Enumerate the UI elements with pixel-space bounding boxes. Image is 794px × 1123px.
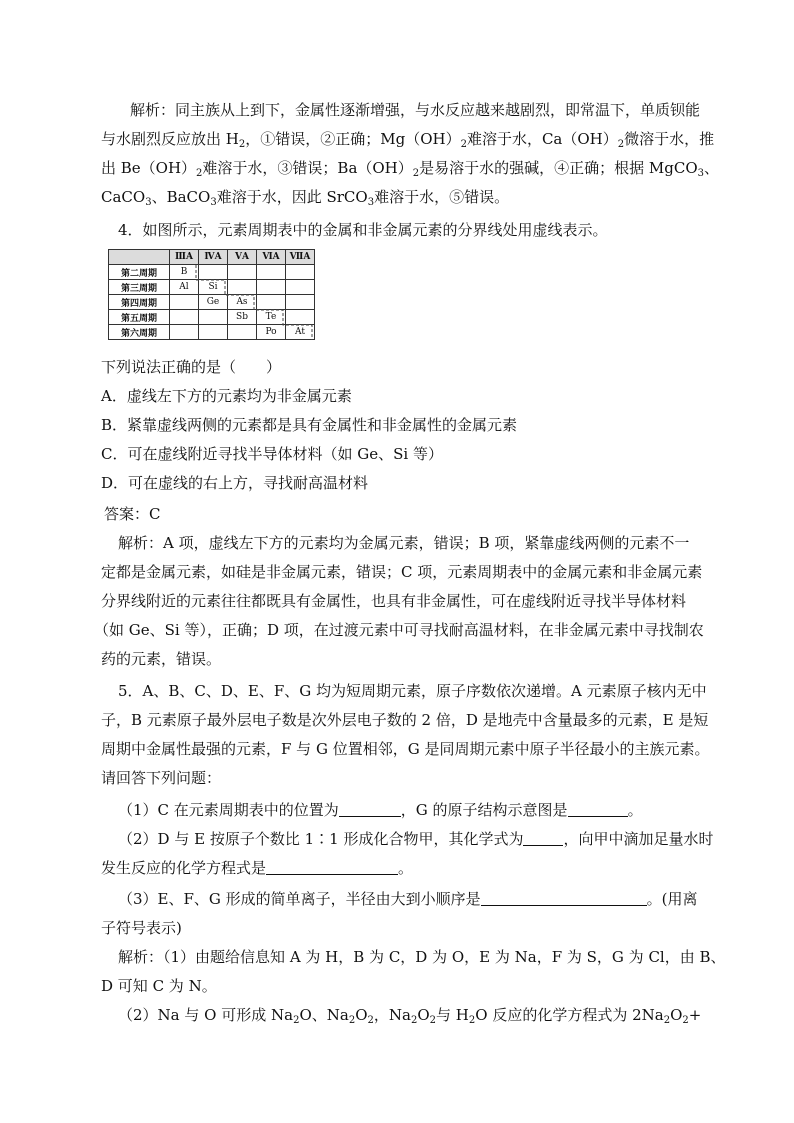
text: 难溶于水，Ca（OH）: [466, 130, 618, 148]
text: O 反应的化学方程式为 2Na: [475, 1006, 664, 1024]
subscript: 2: [367, 1015, 374, 1026]
q4-explanation-line3: 分界线附近的元素往往都既具有金属性，也具有非金属性，可在虚线附近寻找半导体材料: [101, 592, 687, 610]
element-cell: [170, 325, 199, 340]
element-cell: Si: [199, 280, 228, 295]
q4-option-c: C．可在虚线附近寻找半导体材料（如 Ge、Si 等）: [101, 445, 443, 463]
group-header: ⅥA: [257, 250, 286, 265]
para1-line2: [101, 128, 714, 156]
subscript: 2: [663, 1015, 671, 1026]
answer-blank: [339, 801, 401, 817]
text: CaCO: [101, 188, 146, 206]
q5-explanation-line2: D 可知 C 为 N。: [101, 977, 217, 995]
element-cell: At: [286, 325, 315, 340]
answer-blank: [481, 890, 647, 906]
q5-part3-line1: [118, 888, 698, 910]
element-cell: As: [228, 295, 257, 310]
text: 、BaCO: [151, 188, 211, 206]
text: 与 H: [436, 1006, 469, 1024]
element-cell: [199, 265, 228, 280]
q4-explanation-line2: 定都是金属元素，如硅是非金属元素，错误；C 项，元素周期表中的金属元素和非金属元素: [101, 563, 703, 581]
period-label: 第二周期: [109, 265, 170, 280]
q5-stem-line3: 周期中金属性最强的元素，F 与 G 位置相邻，G 是同周期元素中原子半径最小的主族元素。: [101, 740, 710, 758]
table-row: [109, 280, 315, 295]
text: 出 Be（OH）: [101, 159, 197, 177]
subscript: 2: [238, 139, 246, 150]
periodic-table-excerpt: [108, 249, 315, 340]
text: （2）D 与 E 按原子个数比 1∶1 形成化合物甲，其化学式为: [118, 830, 524, 848]
element-cell: Po: [257, 325, 286, 340]
element-cell: [257, 280, 286, 295]
para1-line1: 解析：同主族从上到下，金属性逐渐增强，与水反应越来越剧烈，即常温下，单质钡能: [130, 101, 701, 119]
subscript: 3: [210, 197, 217, 208]
q5-part2-line2: [101, 857, 413, 879]
element-cell: [199, 325, 228, 340]
text: 。(用离: [646, 890, 698, 908]
subscript: 2: [196, 168, 203, 179]
q4-explanation-line4: （如 Ge、Si 等），正确；D 项，在过渡元素中可寻找耐高温材料，在非金属元素中寻找制农: [94, 621, 704, 639]
group-header: ⅣA: [199, 250, 228, 265]
subscript: 2: [293, 1015, 300, 1026]
group-header: ⅢA: [170, 250, 199, 265]
text: 与水剧烈反应放出 H: [101, 130, 239, 148]
element-cell: Al: [170, 280, 199, 295]
element-cell: Sb: [228, 310, 257, 325]
group-header: ⅤA: [228, 250, 257, 265]
table-row: [109, 325, 315, 340]
period-label: 第五周期: [109, 310, 170, 325]
para1-line4: [101, 186, 509, 214]
element-cell: [170, 295, 199, 310]
q4-option-a: A．虚线左下方的元素均为非金属元素: [101, 387, 352, 405]
answer-blank: [266, 859, 398, 875]
text: +: [688, 1006, 702, 1024]
text: ，G 的原子结构示意图是: [400, 801, 568, 819]
q5-explanation-line1: 解析：（1）由题给信息知 A 为 H，B 为 C，D 为 O，E 为 Na，F 为 S，G 为 Cl，由 B、: [118, 948, 726, 966]
q5-stem-line1: 5．A、B、C、D、E、F、G 均为短周期元素，原子序数依次递增。A 元素原子核内无中: [118, 682, 707, 700]
answer-blank: [568, 801, 628, 817]
element-cell: [257, 295, 286, 310]
text: 。: [627, 801, 643, 819]
element-cell: Te: [257, 310, 286, 325]
q5-part1: [118, 799, 643, 821]
q4-answer: 答案：C: [104, 505, 161, 523]
table-header-row: [109, 250, 315, 265]
element-cell: [286, 295, 315, 310]
subscript: 2: [410, 1015, 418, 1026]
q5-part3-line2: 子符号表示): [101, 919, 182, 937]
text: （3）E、F、G 形成的简单离子，半径由大到小顺序是: [118, 890, 481, 908]
text: O: [355, 1006, 368, 1024]
period-label: 第三周期: [109, 280, 170, 295]
text: 难溶于水，③错误；Ba（OH）: [202, 159, 413, 177]
table-corner-cell: [109, 250, 170, 265]
element-cell: [286, 280, 315, 295]
subscript: 2: [348, 1015, 356, 1026]
q4-prompt: 下列说法正确的是（ ）: [101, 358, 282, 376]
q4-explanation-line1: 解析：A 项，虚线左下方的元素均为金属元素，错误；B 项，紧靠虚线两侧的元素不一: [118, 534, 690, 552]
period-label: 第四周期: [109, 295, 170, 310]
table-row: [109, 310, 315, 325]
text: ，Na: [373, 1006, 411, 1024]
subscript: 3: [367, 197, 375, 208]
element-cell: [286, 310, 315, 325]
q4-explanation-line5: 药的元素，错误。: [101, 650, 222, 668]
q4-option-b: B．紧靠虚线两侧的元素都是具有金属性和非金属性的金属元素: [101, 416, 518, 434]
text: 发生反应的化学方程式是: [101, 859, 267, 877]
text: 。: [398, 859, 414, 877]
text: 微溶于水，推: [624, 130, 715, 148]
subscript: 2: [617, 139, 625, 150]
element-cell: Ge: [199, 295, 228, 310]
subscript: 2: [682, 1015, 689, 1026]
element-cell: [199, 310, 228, 325]
text: ，①错误，②正确；Mg（OH）: [245, 130, 461, 148]
subscript: 2: [468, 1015, 476, 1026]
q5-explanation-line3: [118, 1004, 701, 1032]
text: O、Na: [299, 1006, 349, 1024]
q4-option-d: D．可在虚线的右上方，寻找耐高温材料: [101, 474, 369, 492]
text: 是易溶于水的强碱，④正确；根据 MgCO: [419, 159, 698, 177]
q5-part2-line1: [118, 828, 713, 850]
group-header: ⅦA: [286, 250, 315, 265]
element-cell: [286, 265, 315, 280]
text: O: [670, 1006, 683, 1024]
q4-stem: 4．如图所示，元素周期表中的金属和非金属元素的分界线处用虚线表示。: [118, 221, 608, 239]
text: 难溶于水，因此 SrCO: [216, 188, 368, 206]
table-row: [109, 265, 315, 280]
q5-stem-line2: 子，B 元素原子最外层电子数是次外层电子数的 2 倍，D 是地壳中含量最多的元素，E 是短: [101, 711, 709, 729]
text: 、: [704, 159, 720, 177]
text: ，向甲中滴加足量水时: [563, 830, 714, 848]
text: （1）C 在元素周期表中的位置为: [118, 801, 339, 819]
text: 难溶于水，⑤错误。: [374, 188, 510, 206]
element-cell: [228, 265, 257, 280]
subscript: 2: [429, 1015, 437, 1026]
answer-blank: [523, 830, 563, 846]
subscript: 3: [145, 197, 152, 208]
para1-line3: [101, 157, 719, 185]
text: O: [417, 1006, 430, 1024]
subscript: 2: [460, 139, 467, 150]
q5-stem-line4: 请回答下列问题：: [101, 769, 222, 787]
subscript: 2: [412, 168, 420, 179]
period-label: 第六周期: [109, 325, 170, 340]
table-row: [109, 295, 315, 310]
element-cell: [228, 325, 257, 340]
subscript: 3: [697, 168, 705, 179]
element-cell: B: [170, 265, 199, 280]
element-cell: [170, 310, 199, 325]
element-cell: [228, 280, 257, 295]
element-cell: [257, 265, 286, 280]
text: （2）Na 与 O 可形成 Na: [118, 1006, 294, 1024]
